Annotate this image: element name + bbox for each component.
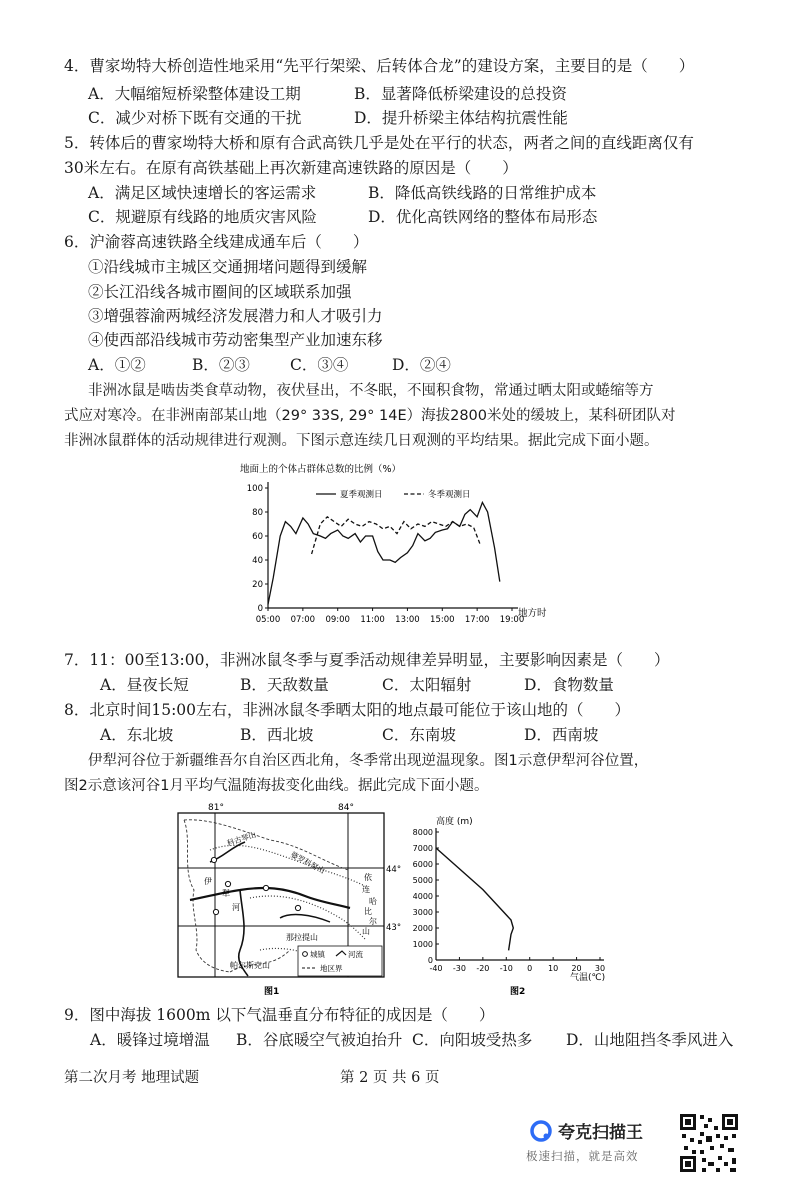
q9-option-c: C．向阳坡受热多 — [412, 1031, 533, 1049]
q6-item-4: ④使西部沿线城市劳动密集型产业加速东移 — [88, 331, 383, 349]
passage2-line1: 伊犁河谷位于新疆维吾尔自治区西北角，冬季常出现逆温现象。图1示意伊犁河谷位置， — [88, 753, 649, 769]
map-label-yilian-3: 哈 — [369, 897, 377, 906]
chart2-y-tick-label: 6000 — [412, 860, 433, 869]
q8-option-a: A．东北坡 — [100, 726, 174, 744]
chart2-x-tick-label: 30 — [594, 964, 606, 973]
chart2-y-tick-label: 2000 — [412, 924, 433, 933]
chart1-x-tick-label: 15:00 — [430, 615, 455, 625]
passage2-line2: 图2示意该河谷1月平均气温随海拔变化曲线。据此完成下面小题。 — [64, 778, 489, 794]
q8-option-d: D．西南坡 — [524, 726, 599, 744]
q6-item-3: ③增强蓉渝两城经济发展潜力和人才吸引力 — [88, 307, 383, 325]
map-label-yilian-4: 比 — [364, 907, 372, 916]
map-lon-81: 81° — [208, 803, 224, 813]
q9-option-b: B．谷底暖空气被迫抬升 — [236, 1031, 403, 1049]
q6-option-a: A．①② — [88, 356, 146, 374]
q6-option-c: C．③④ — [290, 356, 349, 374]
chart1-x-tick-label: 11:00 — [360, 615, 385, 625]
map-lat-43: 43° — [386, 923, 402, 933]
temperature-profile-line — [436, 848, 513, 950]
map-lat-44: 44° — [386, 865, 402, 875]
chart2-x-tick-label: -30 — [452, 964, 466, 973]
q5-option-c: C．规避原有线路的地质灾害风险 — [88, 208, 317, 226]
chart2-x-tick-label: 20 — [571, 964, 582, 973]
q6-stem: 6．沪渝蓉高速铁路全线建成通车后（ ） — [64, 233, 369, 251]
q7-option-c: C．太阳辐射 — [382, 676, 472, 694]
temperature-altitude-chart — [400, 812, 620, 998]
footer-page-number: 第 2 页 共 6 页 — [340, 1070, 440, 1086]
activity-line-chart — [232, 460, 572, 640]
map-label-kegu: 科古琴山 — [225, 830, 258, 848]
legend-label-summer: 夏季观测日 — [340, 490, 383, 500]
brand-name: 夸克扫描王 — [558, 1123, 643, 1143]
q9-stem: 9．图中海拔 1600m 以下气温垂直分布特征的成因是（ ） — [64, 1006, 495, 1024]
q6-item-2: ②长江沿线各城市圈间的区域联系加强 — [88, 283, 352, 301]
map-caption: 图1 — [264, 987, 280, 997]
chart2-y-tick-label: 0 — [427, 956, 433, 965]
chart1-title: 地面上的个体占群体总数的比例（%） — [240, 464, 402, 475]
qr-code-icon — [678, 1112, 740, 1174]
chart2-y-tick-label: 1000 — [412, 940, 433, 949]
passage1-line1: 非洲冰鼠是啮齿类食草动物，夜伏昼出，不冬眠，不囤积食物，常通过晒太阳或蜷缩等方 — [88, 383, 654, 399]
chart1-x-tick-label: 19:00 — [499, 615, 525, 625]
passage1-line3: 非洲冰鼠群体的活动规律进行观测。下图示意连续几日观测的平均结果。据此完成下面小题。 — [64, 433, 659, 449]
map-label-yilian-6: 山 — [362, 927, 370, 936]
q5-option-d: D．优化高铁网络的整体布局形态 — [368, 208, 598, 226]
chart1-y-tick-label: 0 — [257, 604, 263, 614]
map-label-yilian-5: 尔 — [369, 917, 377, 926]
q4-option-d: D．提升桥梁主体结构抗震性能 — [354, 109, 568, 127]
chart2-x-tick-label: -40 — [429, 964, 443, 973]
chart2-x-tick-label: -20 — [476, 964, 490, 973]
q9-option-a: A．暖锋过境增温 — [90, 1031, 210, 1049]
q7-option-a: A．昼夜长短 — [100, 676, 189, 694]
q6-option-d: D．②④ — [392, 356, 451, 374]
map-label-paersike: 帕尔斯克山 — [230, 961, 270, 970]
q6-item-1: ①沿线城市主城区交通拥堵问题得到缓解 — [88, 258, 368, 276]
q5-stem-line2: 30米左右。在原有高铁基础上再次新建高速铁路的原因是（ ） — [64, 159, 518, 177]
summer-series-line — [268, 502, 500, 604]
q5-option-a: A．满足区域快速增长的客运需求 — [88, 184, 317, 202]
q7-option-d: D．食物数量 — [524, 676, 614, 694]
map-lon-84: 84° — [338, 803, 354, 813]
legend-boundary: 地区界 — [320, 964, 343, 973]
q8-option-b: B．西北坡 — [240, 726, 314, 744]
chart1-x-tick-label: 13:00 — [395, 615, 420, 625]
map-label-li: 犁 — [222, 889, 230, 898]
chart2-y-tick-label: 7000 — [412, 844, 433, 853]
footer-exam-title: 第二次月考 地理试题 — [64, 1070, 200, 1086]
yili-valley-map — [170, 800, 410, 1002]
q7-stem: 7．11：00至13:00，非洲冰鼠冬季与夏季活动规律差异明显，主要影响因素是（ ） — [64, 651, 670, 669]
q8-stem: 8．北京时间15:00左右，非洲冰鼠冬季晒太阳的地点最可能位于该山地的（ ） — [64, 701, 631, 719]
q4-option-b: B．显著降低桥梁建设的总投资 — [354, 85, 567, 103]
chart2-y-tick-label: 5000 — [412, 876, 433, 885]
legend-city: 城镇 — [310, 950, 325, 959]
map-label-poluo: 婆罗科努山 — [289, 849, 327, 876]
map-label-nalati: 那拉提山 — [286, 933, 318, 942]
chart1-x-tick-label: 07:00 — [290, 615, 316, 625]
q7-option-b: B．天敌数量 — [240, 676, 329, 694]
passage1-line2: 式应对寒冷。在非洲南部某山地（29° 33S, 29° 14E）海拔2800米处的缓坡上，某科研团队对 — [64, 408, 676, 424]
chart2-x-tick-label: -10 — [499, 964, 513, 973]
chart1-y-tick-label: 20 — [252, 580, 263, 590]
map-label-yi: 伊 — [204, 877, 212, 886]
legend-label-winter: 冬季观测日 — [428, 490, 471, 500]
chart1-y-tick-label: 100 — [246, 484, 263, 494]
q4-option-a: A．大幅缩短桥梁整体建设工期 — [88, 85, 301, 103]
chart2-caption: 图2 — [510, 987, 526, 997]
q4-stem: 4．曹家坳特大桥创造性地采用“先平行架梁、后转体合龙”的建设方案，主要目的是（ ） — [64, 57, 695, 75]
q5-option-b: B．降低高铁线路的日常维护成本 — [368, 184, 597, 202]
chart1-x-tick-label: 17:00 — [464, 615, 490, 625]
map-label-yilian-2: 连 — [362, 885, 370, 894]
chart2-y-tick-label: 3000 — [412, 908, 433, 917]
chart2-xlabel: 气温(℃) — [570, 973, 606, 983]
legend-river: 河流 — [348, 950, 363, 959]
brand-slogan: 极速扫描，就是高效 — [526, 1149, 639, 1163]
chart1-y-tick-label: 40 — [252, 556, 263, 566]
chart2-y-tick-label: 8000 — [412, 828, 433, 837]
chart2-y-tick-label: 4000 — [412, 892, 433, 901]
chart2-x-tick-label: 0 — [527, 964, 533, 973]
map-label-he: 河 — [232, 903, 240, 912]
winter-series-line — [312, 517, 481, 554]
q9-option-d: D．山地阻挡冬季风进入 — [566, 1031, 734, 1049]
q6-option-b: B．②③ — [192, 356, 250, 374]
chart2-ylabel: 高度 (m) — [436, 817, 473, 827]
chart1-x-tick-label: 05:00 — [255, 615, 281, 625]
chart1-x-tick-label: 09:00 — [325, 615, 350, 625]
chart1-y-tick-label: 80 — [252, 508, 263, 518]
q4-option-c: C．减少对桥下既有交通的干扰 — [88, 109, 302, 127]
map-label-yilian-1: 依 — [364, 873, 372, 882]
quark-logo-icon — [530, 1120, 552, 1142]
chart1-y-tick-label: 60 — [252, 532, 263, 542]
chart1-xlabel: 地方时 — [518, 608, 547, 619]
q8-option-c: C．东南坡 — [382, 726, 456, 744]
q5-stem-line1: 5．转体后的曹家坳特大桥和原有合武高铁几乎是处在平行的状态，两者之间的直线距离仅有 — [64, 134, 694, 152]
scanner-brand — [526, 1116, 676, 1168]
chart2-x-tick-label: 10 — [548, 964, 559, 973]
